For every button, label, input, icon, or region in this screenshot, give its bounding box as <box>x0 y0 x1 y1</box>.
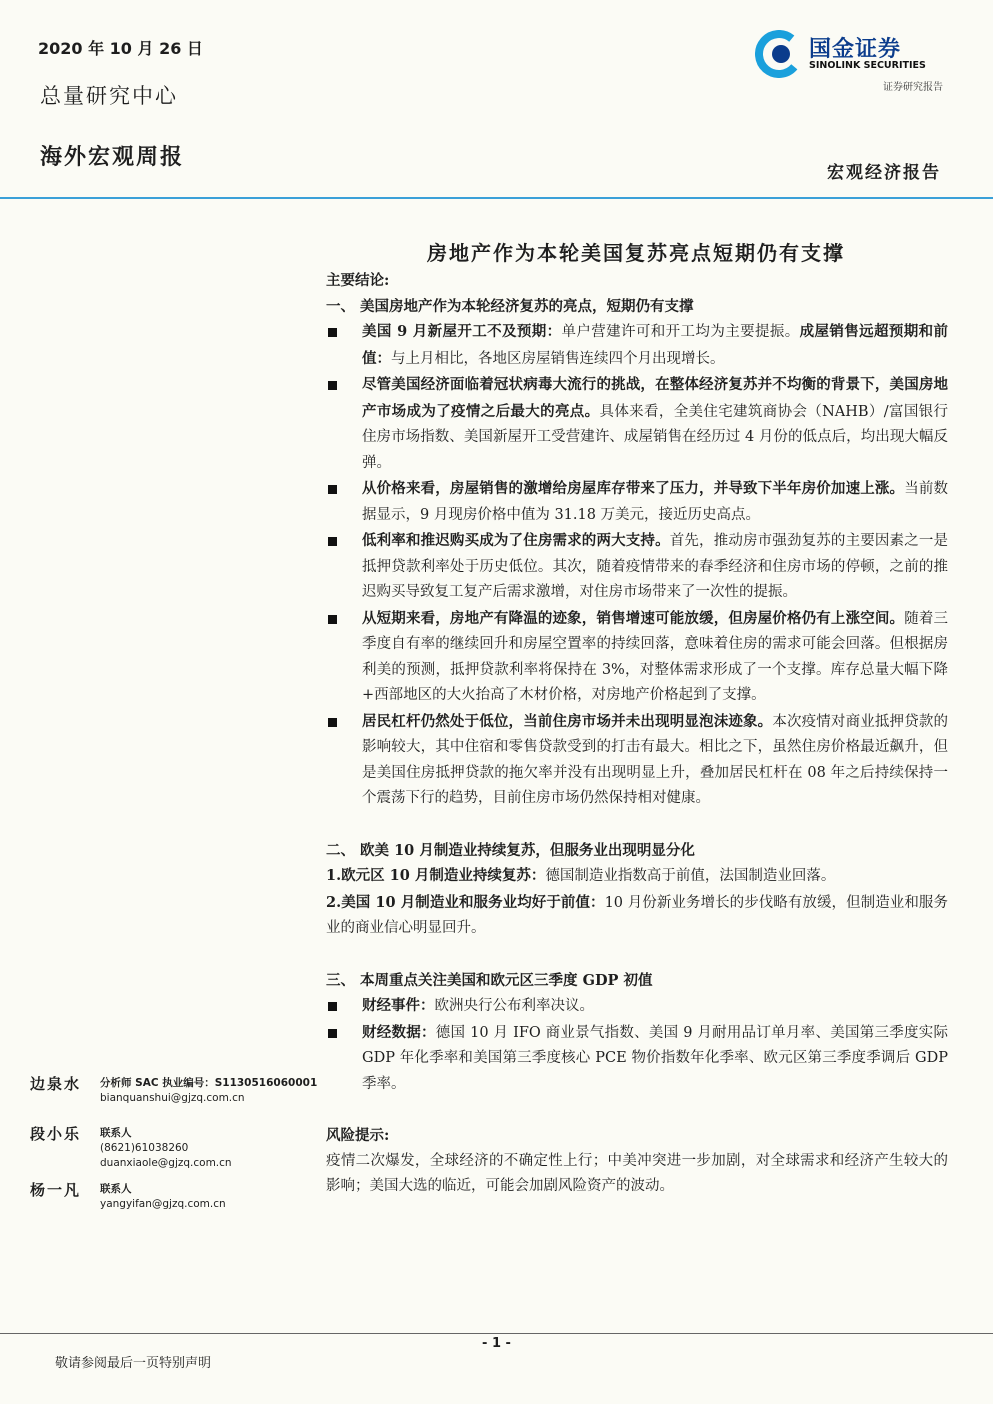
author-name: 杨一凡 <box>30 1181 82 1199</box>
list-item: 从短期来看，房地产有降温的迹象，销售增速可能放缓，但房屋价格仍有上涨空间。随着三季度自有率的继续回升和房屋空置率的持续回落，意味着住房的需求可能会回落。但根据房利美的预测，抵押贷款利率将保持在 3%，对整体需求形成了一个支撑。库存总量大幅下降+西部地区的大火抬高了木材价格，对房地产价格起到了支撑。 <box>326 606 948 709</box>
research-center: 总量研究中心 <box>40 84 178 108</box>
footer-divider <box>0 1333 993 1334</box>
main-content <box>326 268 948 1200</box>
list-item: 财经数据：德国 10 月 IFO 商业景气指数、美国 9 月耐用品订单月率、美国第三季度实际 GDP 年化季率和美国第三季度核心 PCE 物价指数年化季率、欧元区第三季度季调后 GDP 季率。 <box>326 1020 948 1098</box>
list-item: 财经事件：欧洲央行公布利率决议。 <box>326 993 948 1020</box>
list-item: 从价格来看，房屋销售的激增给房屋库存带来了压力，并导致下半年房价加速上涨。当前数据显示，9 月现房价格中值为 31.18 万美元，接近历史高点。 <box>326 476 948 528</box>
header-divider <box>0 197 993 199</box>
section-3-heading: 三、 本周重点关注美国和欧元区三季度 GDP 初值 <box>326 971 653 989</box>
list-item: 2.美国 10 月制造业和服务业均好于前值：10 月份新业务增长的步伐略有放缓，但制造业和服务业的商业信心明显回升。 <box>326 893 948 936</box>
author-info: 联系人 (8621)61038260 duanxiaole@gjzq.com.cn <box>100 1127 232 1169</box>
section-2-heading: 二、 欧美 10 月制造业持续复苏，但服务业出现明显分化 <box>326 841 695 859</box>
list-item: 美国 9 月新屋开工不及预期：单户营建许可和开工均为主要提振。成屋销售远超预期和前值：与上月相比，各地区房屋销售连续四个月出现增长。 <box>326 319 948 372</box>
author-name: 边泉水 <box>30 1075 82 1093</box>
author-info: 联系人 yangyifan@gjzq.com.cn <box>100 1183 226 1210</box>
report-date: 2020 年 10 月 26 日 <box>38 39 203 58</box>
risk-label: 风险提示: <box>326 1127 390 1144</box>
sinolink-logo <box>755 30 945 94</box>
author-phone: (8621)61038260 <box>100 1142 189 1154</box>
report-type: 宏观经济报告 <box>827 163 941 183</box>
list-item: 尽管美国经济面临着冠状病毒大流行的挑战，在整体经济复苏并不均衡的背景下，美国房地产市场成为了疫情之后最大的亮点。具体来看，全美住宅建筑商协会（NAHB）/富国银行住房市场指数、美国新屋开工受营建许、成屋销售在经历过 4 月份的低点后，均出现大幅反弹。 <box>326 372 948 476</box>
author-card <box>30 1179 320 1229</box>
author-email[interactable]: bianquanshui@gjzq.com.cn <box>100 1092 245 1104</box>
author-name: 段小乐 <box>30 1125 82 1143</box>
list-item: 低利率和推迟购买成为了住房需求的两大支持。首先，推动房市强劲复苏的主要因素之一是抵押贷款利率处于历史低位。其次，随着疫情带来的春季经济和住房市场的停顿，之前的推迟购买导致复工复产后需求激增，对住房市场带来了一次性的提振。 <box>326 528 948 606</box>
report-series: 海外宏观周报 <box>40 144 185 170</box>
list-item: 居民杠杆仍然处于低位，当前住房市场并未出现明显泡沫迹象。本次疫情对商业抵押贷款的影响较大，其中住宿和零售贷款受到的打击有最大。相比之下，虽然住房价格最近飙升，但是美国住房抵押贷款的拖欠率并没有出现明显上升，叠加居民杠杆在 08 年之后持续保持一个震荡下行的趋势，目前住房市场仍然保持相对健康。 <box>326 709 948 812</box>
sinolink-logo-icon <box>755 30 803 78</box>
footer-disclaimer: 敬请参阅最后一页特别声明 <box>55 1356 212 1371</box>
main-conclusion-label: 主要结论: <box>326 272 390 289</box>
author-card <box>30 1073 320 1123</box>
author-info: 分析师 SAC 执业编号：S1130516060001 bianquanshui@gjzq.com.cn <box>100 1077 318 1104</box>
report-title: 房地产作为本轮美国复苏亮点短期仍有支撑 <box>427 241 845 265</box>
logo-cn-text: 国金证券 <box>809 37 902 62</box>
author-email[interactable]: duanxiaole@gjzq.com.cn <box>100 1157 232 1169</box>
author-email[interactable]: yangyifan@gjzq.com.cn <box>100 1198 226 1210</box>
author-list <box>30 1073 320 1229</box>
page-number: - 1 - <box>482 1336 511 1351</box>
logo-sub-text: 证券研究报告 <box>883 82 943 93</box>
logo-en-text: SINOLINK SECURITIES <box>809 60 926 71</box>
section-1-heading: 一、 美国房地产作为本轮经济复苏的亮点，短期仍有支撑 <box>326 297 694 315</box>
risk-text: 疫情二次爆发，全球经济的不确定性上行；中美冲突进一步加剧，对全球需求和经济产生较大的影响；美国大选的临近，可能会加剧风险资产的波动。 <box>326 1152 948 1194</box>
author-card <box>30 1123 320 1179</box>
list-item: 1.欧元区 10 月制造业持续复苏：德国制造业指数高于前值，法国制造业回落。 <box>326 867 836 884</box>
